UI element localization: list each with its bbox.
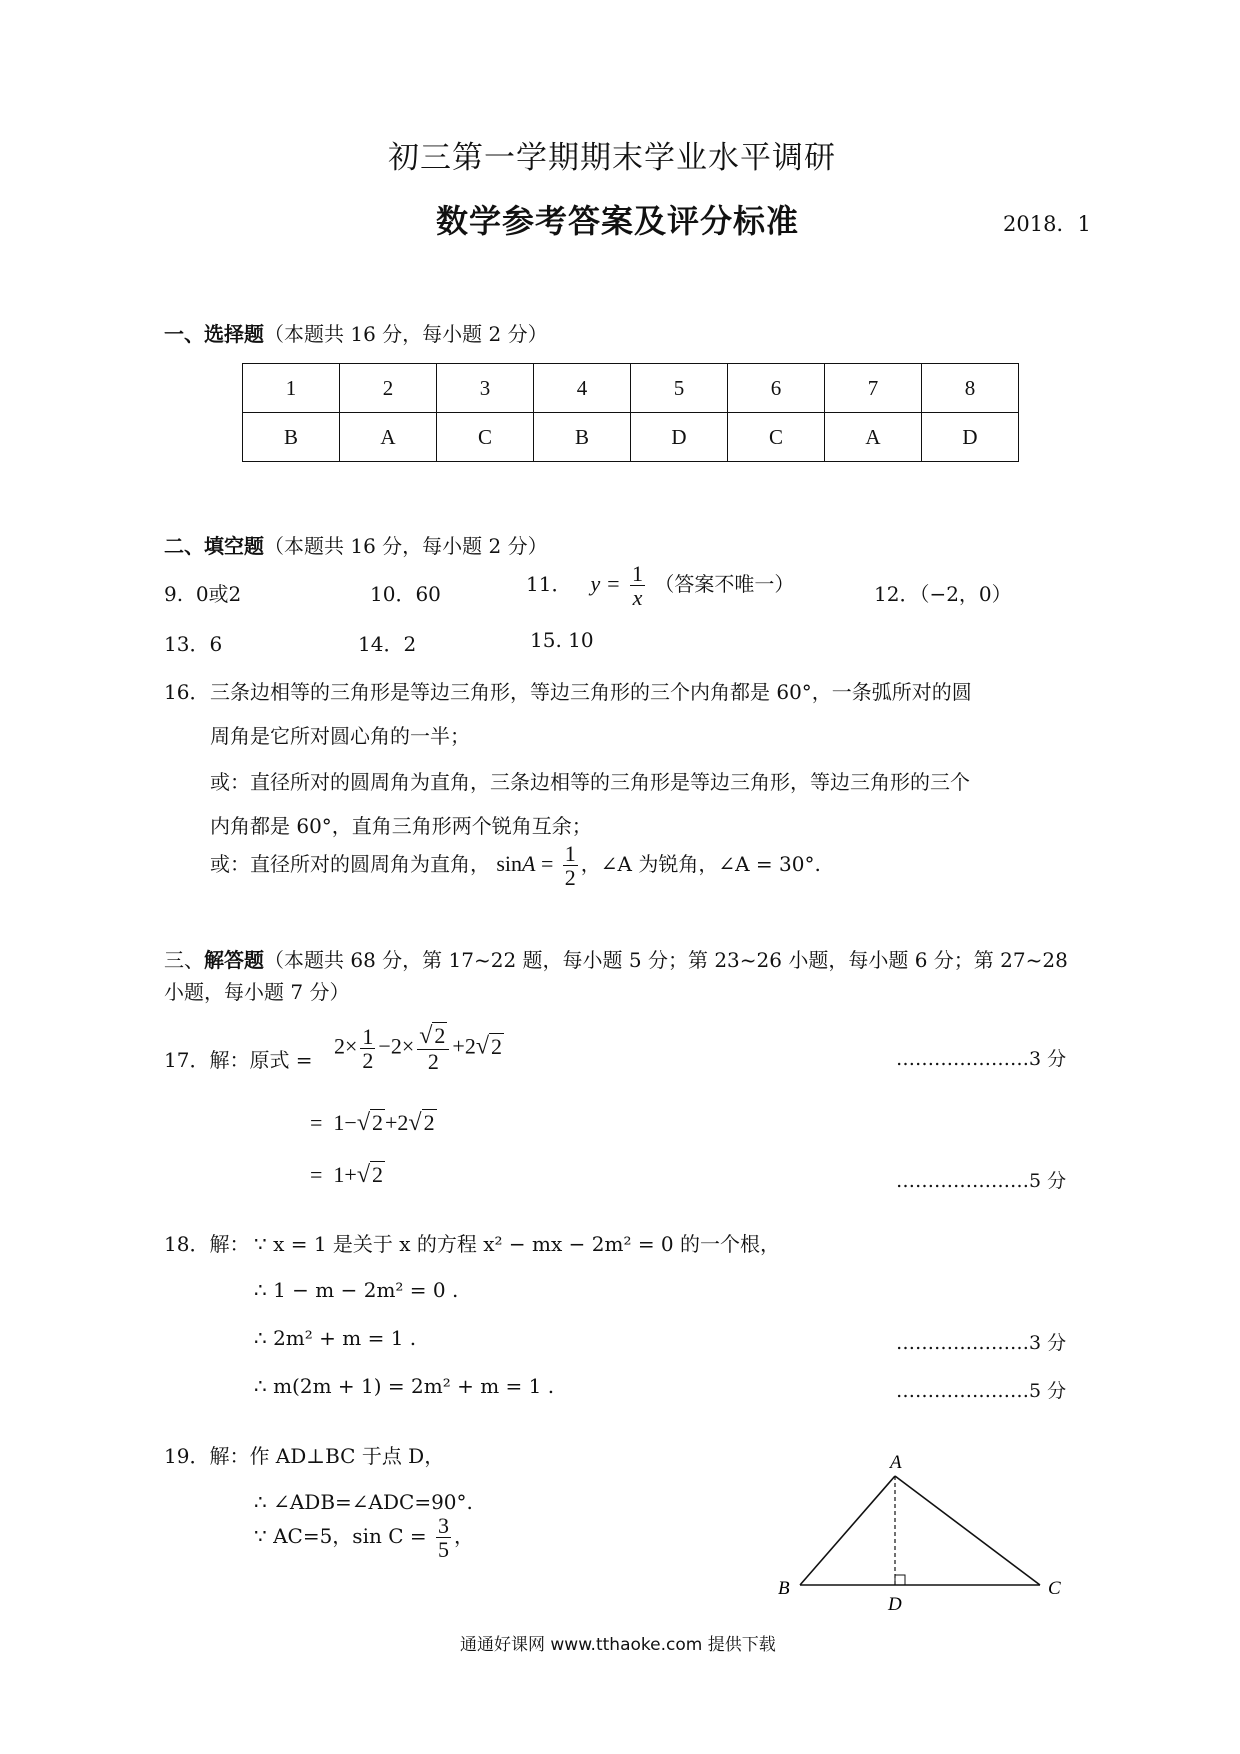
q17-step3: = 1+√2	[310, 1162, 383, 1188]
answer-15: 15. 10	[530, 628, 594, 652]
table-cell: B	[534, 413, 631, 462]
table-cell: A	[340, 413, 437, 462]
table-cell: A	[825, 413, 922, 462]
q17-score-1: …………………3 分	[896, 1048, 1067, 1070]
q18-line2: ∴ 1 − m − 2m² = 0 .	[254, 1278, 459, 1302]
section2-title: 二、填空题	[164, 534, 264, 558]
choice-answer-table	[242, 363, 1019, 462]
label-d: D	[888, 1594, 902, 1615]
table-row	[243, 364, 1019, 413]
q19-label: 19．解：作 AD⊥BC 于点 D，	[164, 1444, 445, 1468]
table-cell: 1	[243, 364, 340, 413]
table-row	[243, 413, 1019, 462]
table-cell: 6	[728, 364, 825, 413]
section1-note: （本题共 16 分，每小题 2 分）	[264, 322, 548, 346]
q17-step2: = 1−√2+2√2	[310, 1110, 435, 1136]
q19-line3: ∵ AC=5，sin C = $\frac{3}{5}$ ，	[254, 1513, 474, 1563]
answer-16-line4: 内角都是 60°，直角三角形两个锐角互余；	[210, 814, 592, 838]
section3-note-line2: 小题，每小题 7 分）	[164, 980, 350, 1004]
table-cell: C	[437, 413, 534, 462]
answer-16-number: 16．	[164, 680, 210, 704]
section2-heading	[164, 530, 548, 559]
section3-note: （本题共 68 分，第 17~22 题，每小题 5 分；第 23~26 小题，每小题 6 分；第 27~28	[264, 948, 1068, 972]
q17-step1: 2× $\frac{1}{2}$ −2× $\frac{√2}{2}$ +2√2	[334, 1023, 503, 1075]
answer-9: 9. 0或2	[164, 582, 242, 606]
table-cell: C	[728, 413, 825, 462]
segment-ac	[895, 1476, 1040, 1585]
answer-16-line2: 周角是它所对圆心角的一半；	[210, 724, 470, 748]
table-cell: 2	[340, 364, 437, 413]
label-c: C	[1048, 1578, 1061, 1599]
q17-label: 17．解：原式 =	[164, 1048, 313, 1072]
date-label: 2018．1	[1003, 212, 1091, 236]
right-angle-mark	[895, 1575, 905, 1585]
q19-line2: ∴ ∠ADB=∠ADC=90°.	[254, 1490, 473, 1514]
q18-label: 18．解：	[164, 1232, 250, 1256]
answer-14: 14．2	[358, 632, 417, 656]
section3-heading: 三、解答题（本题共 68 分，第 17~22 题，每小题 5 分；第 23~26 小题，每小题 6 分；第 27~28	[164, 948, 1068, 972]
answer-11: 11． y = $\frac{1}{x}$ （答案不唯一）	[526, 561, 795, 611]
answer-16-line1: 三条边相等的三角形是等边三角形，等边三角形的三个内角都是 60°，一条弧所对的圆	[210, 680, 972, 704]
table-cell: B	[243, 413, 340, 462]
table-cell: D	[631, 413, 728, 462]
q18-line4: ∴ m(2m + 1) = 2m² + m = 1 .	[254, 1374, 555, 1398]
q17-score-2: …………………5 分	[896, 1170, 1067, 1192]
table-cell: 8	[922, 364, 1019, 413]
section1-heading	[164, 318, 548, 347]
table-cell: 5	[631, 364, 728, 413]
label-b: B	[778, 1578, 790, 1599]
segment-ab	[800, 1476, 895, 1585]
section3-title: 解答题	[204, 948, 264, 972]
answer-13: 13．6	[164, 632, 223, 656]
answer-10: 10．60	[370, 582, 441, 606]
triangle-figure	[760, 1444, 1080, 1624]
answer-16-line3: 或：直径所对的圆周角为直角，三条边相等的三角形是等边三角形，等边三角形的三个	[210, 770, 970, 794]
q18-score-1: …………………3 分	[896, 1332, 1067, 1354]
table-cell: 7	[825, 364, 922, 413]
table-cell: 4	[534, 364, 631, 413]
page-footer: 通通好课网 www.tthaoke.com 提供下载	[460, 1635, 776, 1655]
answer-16-line5: 或：直径所对的圆周角为直角， sinA = $\frac{1}{2}$ ，∠A 为锐角，∠A = 30°.	[210, 841, 821, 891]
page-title: 初三第一学期期末学业水平调研	[388, 140, 836, 176]
table-cell: D	[922, 413, 1019, 462]
page-subtitle: 数学参考答案及评分标准	[436, 202, 800, 240]
section1-title: 一、选择题	[164, 322, 264, 346]
answer-12: 12．（−2，0）	[874, 582, 1012, 606]
label-a: A	[890, 1452, 902, 1473]
q18-score-2: …………………5 分	[896, 1380, 1067, 1402]
q18-line1: ∵ x = 1 是关于 x 的方程 x² − mx − 2m² = 0 的一个根，	[254, 1232, 781, 1256]
section2-note: （本题共 16 分，每小题 2 分）	[264, 534, 548, 558]
table-cell: 3	[437, 364, 534, 413]
q18-line3: ∴ 2m² + m = 1 .	[254, 1326, 417, 1350]
